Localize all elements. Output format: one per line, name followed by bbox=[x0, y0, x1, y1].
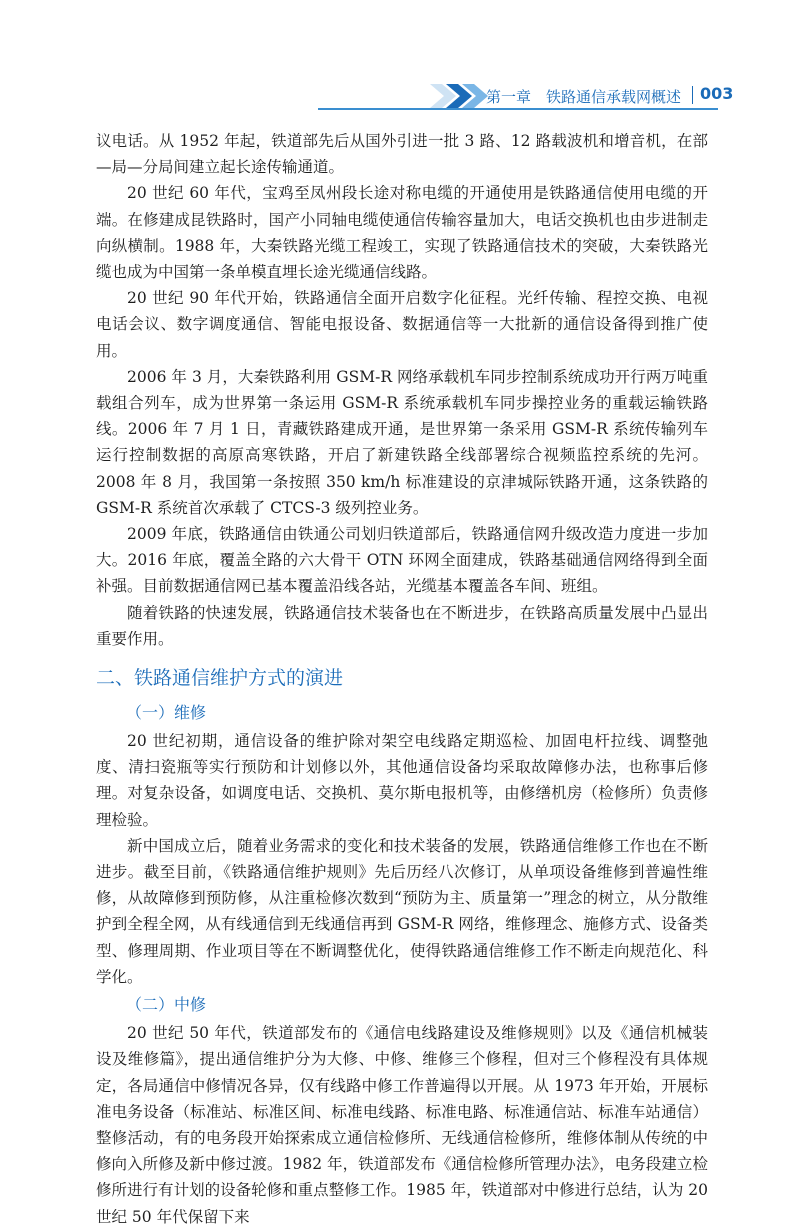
paragraph: 新中国成立后，随着业务需求的变化和技术装备的发展，铁路通信维修工作也在不断进步。截至目前，《铁路通信维护规则》先后历经八次修订，从单项设备维修到普遍性维修，从故障修到预防修，从注重检修次数到“预防为主、质量第一”理念的树立，从分散维护到全程全网，从有线通信到无线通信再到 GSM-R 网络，维修理念、施修方式、设备类型、修理周期、作业项目等在不断调整优化，使得铁路通信维修工作不断走向规范化、科学化。 bbox=[96, 836, 708, 986]
paragraph: 20 世纪 90 年代开始，铁路通信全面开启数字化征程。光纤传输、程控交换、电视电话会议、数字调度通信、智能电报设备、数据通信等一大批新的通信设备得到推广使用。 bbox=[96, 289, 708, 360]
paragraph: 20 世纪初期，通信设备的维护除对架空电线路定期巡检、加固电杆拉线、调整弛度、清扫瓷瓶等实行预防和计划修以外，其他通信设备均采取故障修办法，也称事后修理。对复杂设备，如调度电话、交换机、莫尔斯电报机等，由修缮机房（检修所）负责修理检验。 bbox=[96, 732, 708, 829]
subsection-heading: （二）中修 bbox=[126, 995, 207, 1015]
paragraph: 议电话。从 1952 年起，铁道部先后从国外引进一批 3 路、12 路载波机和增音机，在部—局—分局间建立起长途传输通道。 bbox=[96, 132, 708, 177]
running-header bbox=[0, 0, 800, 120]
paragraph: 2006 年 3 月，大秦铁路利用 GSM-R 网络承载机车同步控制系统成功开行两万吨重载组合列车，成为世界第一条运用 GSM-R 系统承载机车同步操控业务的重载运输铁路线。2006 年 7 月 1 日，青藏铁路建成开通，是世界第一条采用 GSM-R 系统传输列车运行控制数据的高原高寒铁路，开启了新建铁路全线部署综合视频监控系统的先河。2008 年 8 月，我国第一条按照 350 km/h 标准建设的京津城际铁路开通，这条铁路的 GSM-R 系统首次承载了 CTCS-3 级列控业务。 bbox=[96, 367, 708, 517]
subsection-heading: （一）维修 bbox=[126, 703, 207, 723]
paragraph: 2009 年底，铁路通信由铁通公司划归铁道部后，铁路通信网升级改造力度进一步加大。2016 年底，覆盖全路的六大骨干 OTN 环网全面建成，铁路基础通信网络得到全面补强。目前数据通信网已基本覆盖沿线各站，光缆基本覆盖各车间、班组。 bbox=[96, 525, 708, 596]
page-number: 003 bbox=[700, 84, 734, 103]
header-separator bbox=[692, 86, 693, 104]
paragraph: 随着铁路的快速发展，铁路通信技术装备也在不断进步，在铁路高质量发展中凸显出重要作用。 bbox=[96, 603, 708, 648]
page-body bbox=[96, 128, 708, 1230]
paragraph: 20 世纪 50 年代，铁道部发布的《通信电线路建设及维修规则》以及《通信机械装设及维修篇》，提出通信维护分为大修、中修、维修三个修程，但对三个修程没有具体规定，各局通信中修情况各异，仅有线路中修工作普遍得以开展。从 1973 年开始，开展标准电务设备（标准站、标准区间、标准电线路、标准电路、标准通信站、标准车站通信）整修活动，有的电务段开始探索成立通信检修所、无线通信检修所，维修体制从传统的中修向入所修及新中修过渡。1982 年，铁道部发布《通信检修所管理办法》，电务段建立检修所进行有计划的设备轮修和重点整修工作。1985 年，铁道部对中修进行总结，认为 20 世纪 50 年代保留下来 bbox=[96, 1024, 708, 1226]
paragraph: 20 世纪 60 年代，宝鸡至凤州段长途对称电缆的开通使用是铁路通信使用电缆的开端。在修建成昆铁路时，国产小同轴电缆使通信传输容量加大，电话交换机也由步进制走向纵横制。1988 年，大秦铁路光缆工程竣工，实现了铁路通信技术的突破，大秦铁路光缆也成为中国第一条单模直埋长途光缆通信线路。 bbox=[96, 184, 708, 282]
chapter-title: 第一章 铁路通信承载网概述 bbox=[486, 88, 682, 106]
header-rule bbox=[318, 108, 718, 110]
section-heading: 二、铁路通信维护方式的演进 bbox=[96, 667, 344, 690]
